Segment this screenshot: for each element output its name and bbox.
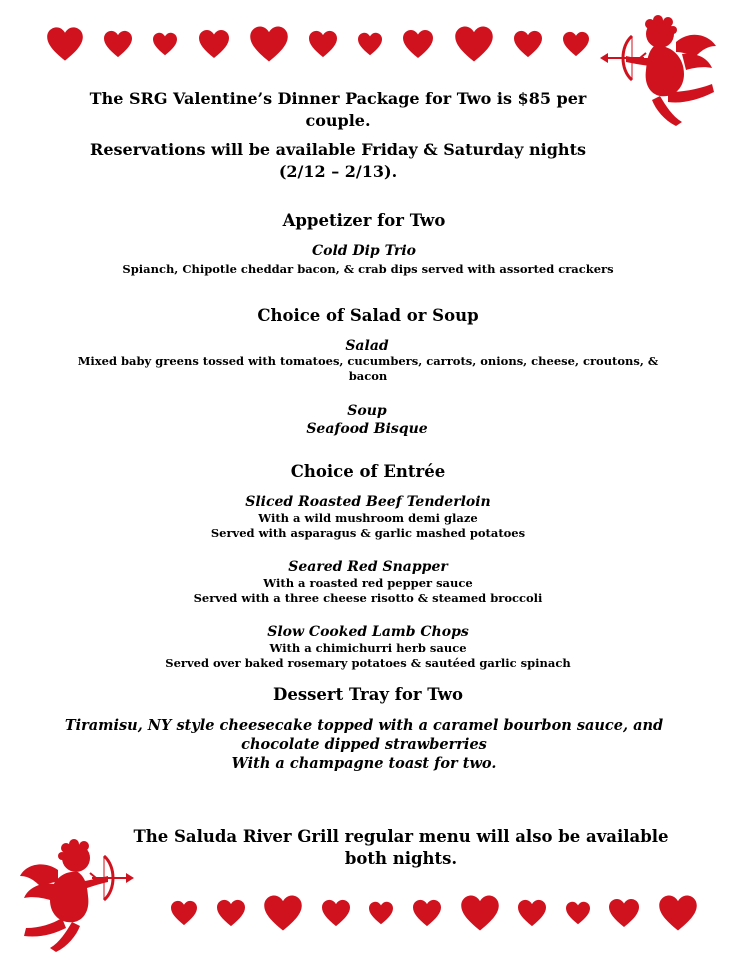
appetizer-heading: Appetizer for Two [282, 211, 446, 230]
intro-line-2: couple. [305, 111, 371, 130]
entree-item-desc [0, 511, 736, 541]
heart-icon [216, 899, 246, 927]
entree-item-line-2: Served with asparagus & garlic mashed potatoes [210, 526, 526, 540]
salad-soup-heading: Choice of Salad or Soup [257, 306, 479, 325]
heart-icon [460, 894, 500, 932]
intro-reservations-text [0, 139, 706, 183]
entree-item-line-1: With a wild mushroom demi glaze [258, 511, 478, 525]
top-hearts-row [46, 22, 590, 66]
cupid-icon [18, 836, 136, 952]
entree-item-line-2: Served over baked rosemary potatoes & sautéed garlic spinach [165, 656, 571, 670]
heart-icon [517, 899, 547, 927]
heart-icon [412, 899, 442, 927]
entree-item-desc [0, 576, 736, 606]
heart-icon [249, 25, 289, 63]
appetizer-name: Cold Dip Trio [311, 243, 416, 259]
heart-icon [513, 30, 543, 58]
heart-icon [658, 894, 698, 932]
intro-line-1: The SRG Valentine’s Dinner Package for Two is $85 per [89, 89, 587, 108]
soup-desc: Seafood Bisque [306, 421, 428, 437]
bottom-hearts-row [170, 892, 698, 934]
intro-price-text [0, 88, 706, 132]
entree-item-name: Sliced Roasted Beef Tenderloin [245, 494, 491, 510]
appetizer-desc: Spianch, Chipotle cheddar bacon, & crab dips served with assorted crackers [122, 262, 614, 276]
entree-item-desc [0, 641, 736, 671]
intro-line-3: Reservations will be available Friday & Saturday nights [90, 140, 586, 159]
heart-icon [103, 30, 133, 58]
entree-item-line-1: With a chimichurri herb sauce [269, 641, 467, 655]
soup-name: Soup [347, 403, 387, 419]
intro-line-4: (2/12 – 2/13). [278, 162, 398, 181]
salad-desc-line-1: Mixed baby greens tossed with tomatoes, cucumbers, carrots, onions, cheese, croutons, & [77, 354, 659, 368]
heart-icon [565, 901, 591, 925]
dessert-line-2: chocolate dipped strawberries [241, 736, 487, 753]
salad-desc [0, 354, 736, 384]
heart-icon [152, 32, 178, 56]
heart-icon [608, 898, 640, 928]
entree-item-name: Slow Cooked Lamb Chops [267, 624, 469, 640]
heart-icon [357, 32, 383, 56]
heart-icon [562, 31, 590, 57]
entree-heading: Choice of Entrée [290, 462, 446, 481]
salad-desc-line-2: bacon [348, 369, 388, 383]
heart-icon [368, 901, 394, 925]
dessert-line-1: Tiramisu, NY style cheesecake topped with a caramel bourbon sauce, and [64, 717, 664, 734]
dessert-heading: Dessert Tray for Two [273, 685, 463, 704]
entree-item-line-2: Served with a three cheese risotto & steamed broccoli [193, 591, 543, 605]
heart-icon [308, 30, 338, 58]
entree-item-name: Seared Red Snapper [288, 559, 448, 575]
heart-icon [402, 29, 434, 59]
heart-icon [321, 899, 351, 927]
footer-line-2: both nights. [344, 849, 458, 868]
entree-item-line-1: With a roasted red pepper sauce [263, 576, 473, 590]
footer-note [33, 826, 736, 870]
heart-icon [454, 25, 494, 63]
heart-icon [170, 900, 198, 926]
dessert-line-3: With a champagne toast for two. [231, 755, 497, 772]
footer-line-1: The Saluda River Grill regular menu will also be available [133, 827, 669, 846]
heart-icon [263, 894, 303, 932]
dessert-desc [0, 716, 732, 773]
heart-icon [198, 29, 230, 59]
salad-name: Salad [345, 338, 389, 354]
heart-icon [46, 26, 84, 62]
